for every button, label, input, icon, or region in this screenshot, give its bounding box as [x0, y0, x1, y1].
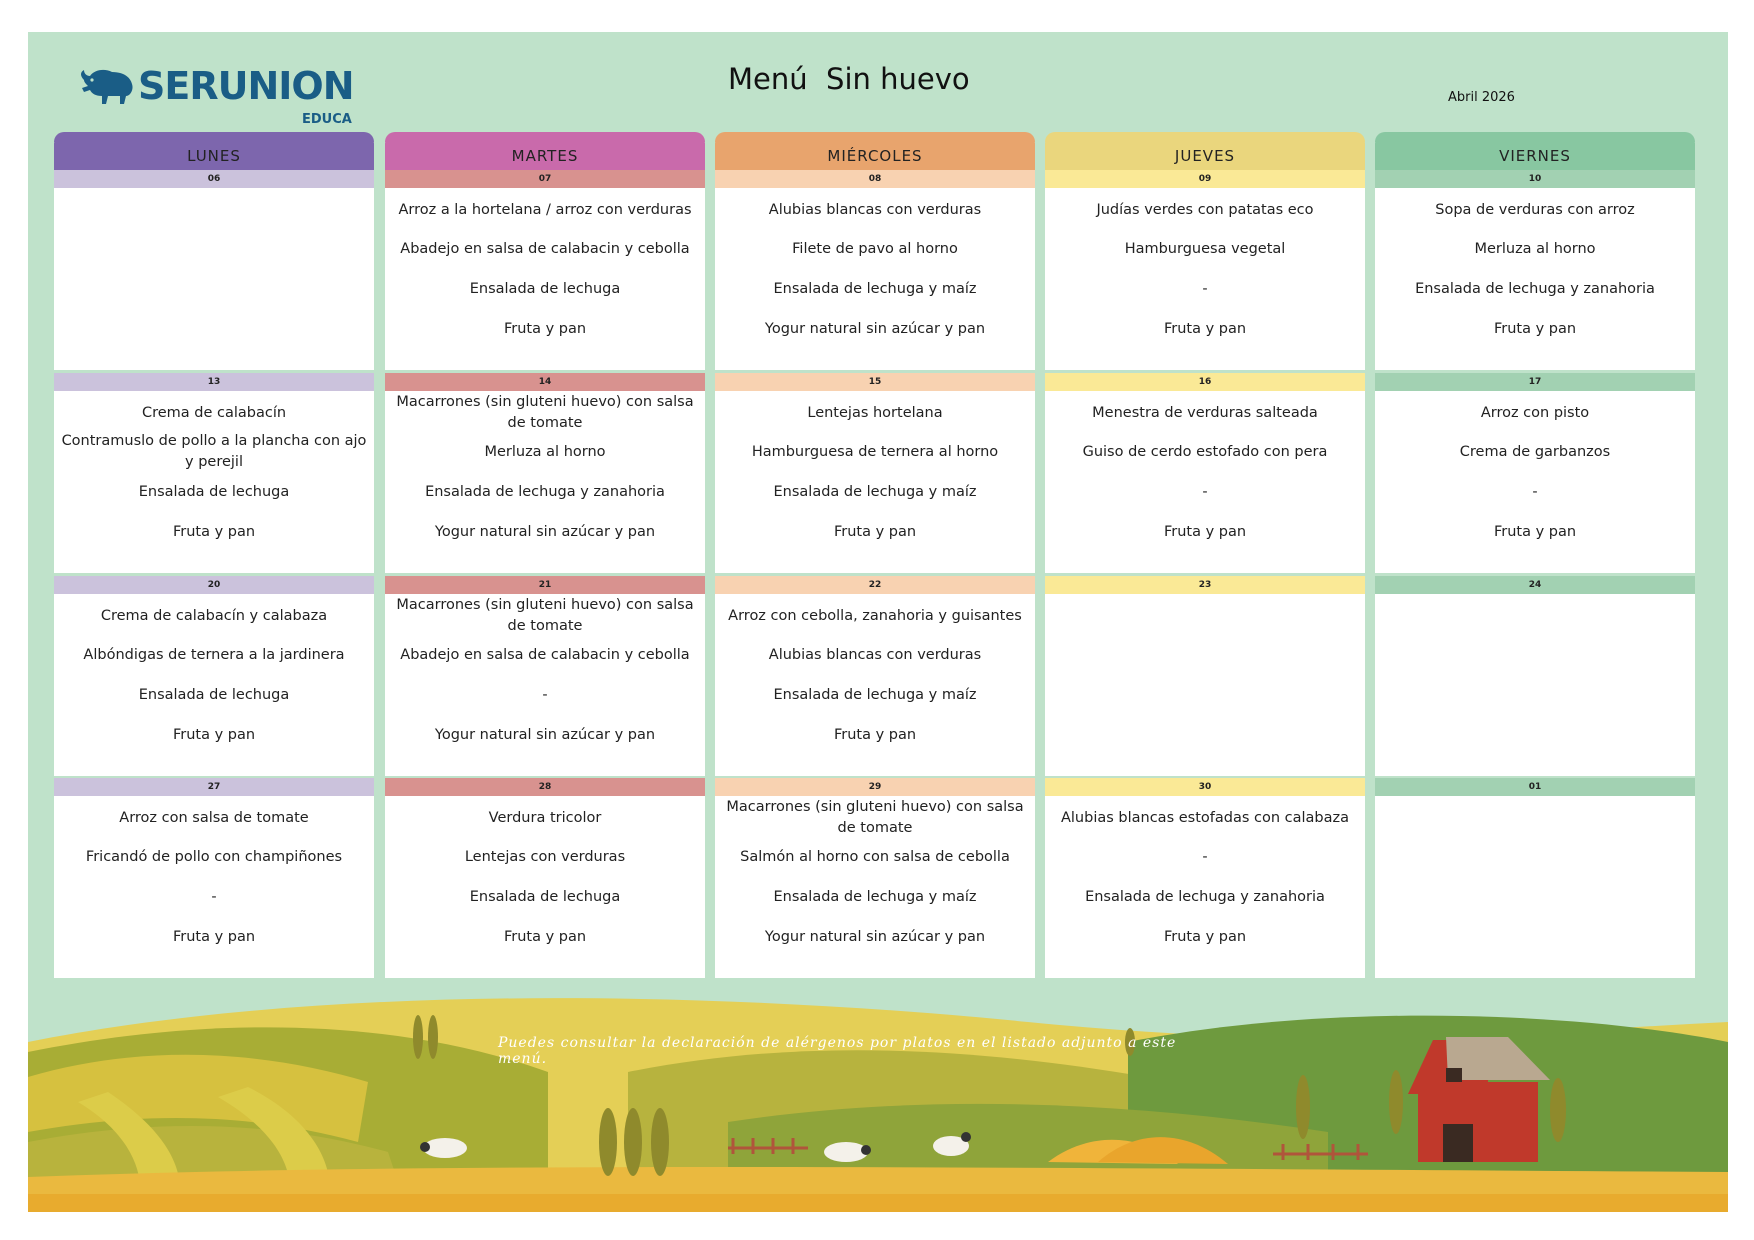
menu-day-cell	[1375, 373, 1695, 573]
dish-item: Alubias blancas con verduras	[768, 201, 982, 218]
menu-day-cell	[54, 778, 374, 978]
menu-day-cell	[54, 170, 374, 370]
dish-item: Ensalada de lechuga	[469, 888, 621, 905]
dish-list	[385, 796, 705, 974]
dish-item: Lentejas con verduras	[464, 848, 626, 865]
dish-item: Ensalada de lechuga y maíz	[773, 483, 977, 500]
menu-day-cell	[385, 170, 705, 370]
dish-item: Merluza al horno	[1474, 240, 1596, 257]
dish-item: Arroz con salsa de tomate	[119, 809, 309, 826]
dish-item: -	[1202, 280, 1208, 297]
dish-list	[54, 391, 374, 569]
dish-item: -	[1202, 848, 1208, 865]
dish-list	[385, 391, 705, 569]
day-header: VIERNES	[1375, 138, 1695, 170]
day-number: 17	[1375, 373, 1695, 391]
day-number: 10	[1375, 170, 1695, 188]
menu-day-cell	[715, 778, 1035, 978]
dish-item: Fruta y pan	[172, 523, 256, 540]
dish-item: Arroz con cebolla, zanahoria y guisantes	[728, 607, 1022, 624]
day-number: 13	[54, 373, 374, 391]
dish-item: Fruta y pan	[1493, 320, 1577, 337]
dish-item: Hamburguesa de ternera al horno	[751, 443, 999, 460]
dish-item: Crema de calabacín y calabaza	[100, 607, 328, 624]
dish-item: Yogur natural sin azúcar y pan	[764, 320, 986, 337]
day-column-martes	[385, 138, 705, 945]
dish-list	[1375, 188, 1695, 366]
menu-day-cell	[1045, 576, 1365, 776]
dish-item: Fruta y pan	[1493, 523, 1577, 540]
day-number: 21	[385, 576, 705, 594]
dish-item: Ensalada de lechuga y maíz	[773, 888, 977, 905]
menu-title: Menú Sin huevo	[728, 62, 970, 96]
dish-item: Crema de garbanzos	[1459, 443, 1611, 460]
menu-day-cell	[1375, 778, 1695, 978]
dish-list	[54, 594, 374, 772]
menu-day-cell	[1045, 778, 1365, 978]
day-column-miércoles	[715, 138, 1035, 945]
day-number: 16	[1045, 373, 1365, 391]
dish-list	[1045, 188, 1365, 366]
day-header: LUNES	[54, 138, 374, 170]
dish-item: Alubias blancas estofadas con calabaza	[1060, 809, 1350, 826]
menu-day-cell	[1045, 170, 1365, 370]
day-number: 08	[715, 170, 1035, 188]
dish-item: Ensalada de lechuga y maíz	[773, 280, 977, 297]
day-number: 20	[54, 576, 374, 594]
dish-item: Fruta y pan	[1163, 523, 1247, 540]
farm-landscape-illustration	[28, 982, 1728, 1212]
dish-list	[1375, 391, 1695, 569]
dish-item: Guiso de cerdo estofado con pera	[1082, 443, 1328, 460]
dish-item: Verdura tricolor	[488, 809, 602, 826]
dish-item: Ensalada de lechuga y zanahoria	[1415, 280, 1655, 297]
dish-item: Fricandó de pollo con champiñones	[85, 848, 343, 865]
menu-day-cell	[385, 778, 705, 978]
dish-item: -	[1532, 483, 1538, 500]
day-number: 28	[385, 778, 705, 796]
dish-item: Ensalada de lechuga	[138, 483, 290, 500]
day-number: 30	[1045, 778, 1365, 796]
dish-item: Fruta y pan	[172, 928, 256, 945]
dish-item: Ensalada de lechuga	[138, 686, 290, 703]
dish-list	[54, 796, 374, 974]
dish-item: Ensalada de lechuga y zanahoria	[1085, 888, 1325, 905]
dish-item: Abadejo en salsa de calabacin y cebolla	[400, 240, 690, 257]
dish-item: Filete de pavo al horno	[792, 240, 958, 257]
dish-item: Ensalada de lechuga	[469, 280, 621, 297]
month-label: Abril 2026	[1448, 90, 1515, 105]
dish-list	[715, 796, 1035, 974]
dish-list	[715, 594, 1035, 772]
dish-item: Ensalada de lechuga y zanahoria	[425, 483, 665, 500]
day-number: 24	[1375, 576, 1695, 594]
menu-sheet	[28, 32, 1728, 1212]
dish-list	[1045, 391, 1365, 569]
dish-item: Fruta y pan	[1163, 320, 1247, 337]
day-number: 15	[715, 373, 1035, 391]
dish-list	[715, 188, 1035, 366]
dish-item: Fruta y pan	[172, 726, 256, 743]
menu-day-cell	[54, 373, 374, 573]
allergen-note: Puedes consultar la declaración de alérgenos por platos en el listado adjunto a este menú.	[498, 1035, 1177, 1067]
dish-item: Alubias blancas con verduras	[768, 646, 982, 663]
day-number: 22	[715, 576, 1035, 594]
dish-item: -	[1202, 483, 1208, 500]
dish-item: Macarrones (sin gluteni huevo) con salsa de tomate	[396, 597, 694, 634]
dish-list	[54, 188, 374, 366]
day-column-viernes	[1375, 138, 1695, 792]
dish-list	[1045, 594, 1365, 772]
day-column-jueves	[1045, 138, 1365, 945]
day-number: 23	[1045, 576, 1365, 594]
dish-list	[385, 188, 705, 366]
dish-list	[1375, 796, 1695, 974]
day-number: 09	[1045, 170, 1365, 188]
dish-list	[1375, 594, 1695, 772]
dish-item: Sopa de verduras con arroz	[1435, 201, 1635, 218]
day-header: MARTES	[385, 138, 705, 170]
dish-item: Fruta y pan	[503, 320, 587, 337]
dish-item: Lentejas hortelana	[807, 404, 943, 421]
dish-item: Merluza al horno	[484, 443, 606, 460]
dish-item: Albóndigas de ternera a la jardinera	[83, 646, 345, 663]
dish-list	[715, 391, 1035, 569]
dish-item: Arroz a la hortelana / arroz con verduras	[398, 201, 692, 218]
menu-day-cell	[54, 576, 374, 776]
dish-item: -	[211, 888, 217, 905]
day-number: 29	[715, 778, 1035, 796]
menu-day-cell	[1375, 170, 1695, 370]
dish-item: Contramuslo de pollo a la plancha con ajo y perejil	[61, 433, 367, 470]
dish-item: Macarrones (sin gluteni huevo) con salsa de tomate	[726, 799, 1024, 836]
menu-day-cell	[385, 373, 705, 573]
logo-subtitle: EDUCA	[302, 112, 352, 127]
day-header: MIÉRCOLES	[715, 138, 1035, 170]
menu-day-cell	[715, 576, 1035, 776]
dish-item: -	[542, 686, 548, 703]
bison-icon	[78, 66, 136, 106]
dish-item: Arroz con pisto	[1480, 404, 1590, 421]
dish-item: Abadejo en salsa de calabacin y cebolla	[400, 646, 690, 663]
menu-day-cell	[1375, 576, 1695, 776]
dish-item: Yogur natural sin azúcar y pan	[434, 726, 656, 743]
dish-item: Fruta y pan	[833, 726, 917, 743]
day-number: 27	[54, 778, 374, 796]
menu-day-cell	[715, 170, 1035, 370]
day-number: 01	[1375, 778, 1695, 796]
dish-item: Hamburguesa vegetal	[1124, 240, 1286, 257]
dish-item: Fruta y pan	[503, 928, 587, 945]
menu-day-cell	[715, 373, 1035, 573]
dish-list	[385, 594, 705, 772]
menu-day-cell	[385, 576, 705, 776]
logo-wordmark: SERUNION	[138, 64, 354, 108]
day-number: 06	[54, 170, 374, 188]
day-number: 14	[385, 373, 705, 391]
dish-item: Salmón al horno con salsa de cebolla	[740, 848, 1010, 865]
dish-item: Menestra de verduras salteada	[1092, 404, 1318, 421]
dish-item: Crema de calabacín	[141, 404, 287, 421]
day-number: 07	[385, 170, 705, 188]
dish-item: Judías verdes con patatas eco	[1096, 201, 1314, 218]
dish-item: Ensalada de lechuga y maíz	[773, 686, 977, 703]
dish-item: Yogur natural sin azúcar y pan	[434, 523, 656, 540]
dish-list	[1045, 796, 1365, 974]
dish-item: Fruta y pan	[833, 523, 917, 540]
dish-item: Yogur natural sin azúcar y pan	[764, 928, 986, 945]
day-header: JUEVES	[1045, 138, 1365, 170]
menu-day-cell	[1045, 373, 1365, 573]
day-column-lunes	[54, 138, 374, 945]
dish-item: Fruta y pan	[1163, 928, 1247, 945]
dish-item: Macarrones (sin gluteni huevo) con salsa de tomate	[396, 394, 694, 431]
